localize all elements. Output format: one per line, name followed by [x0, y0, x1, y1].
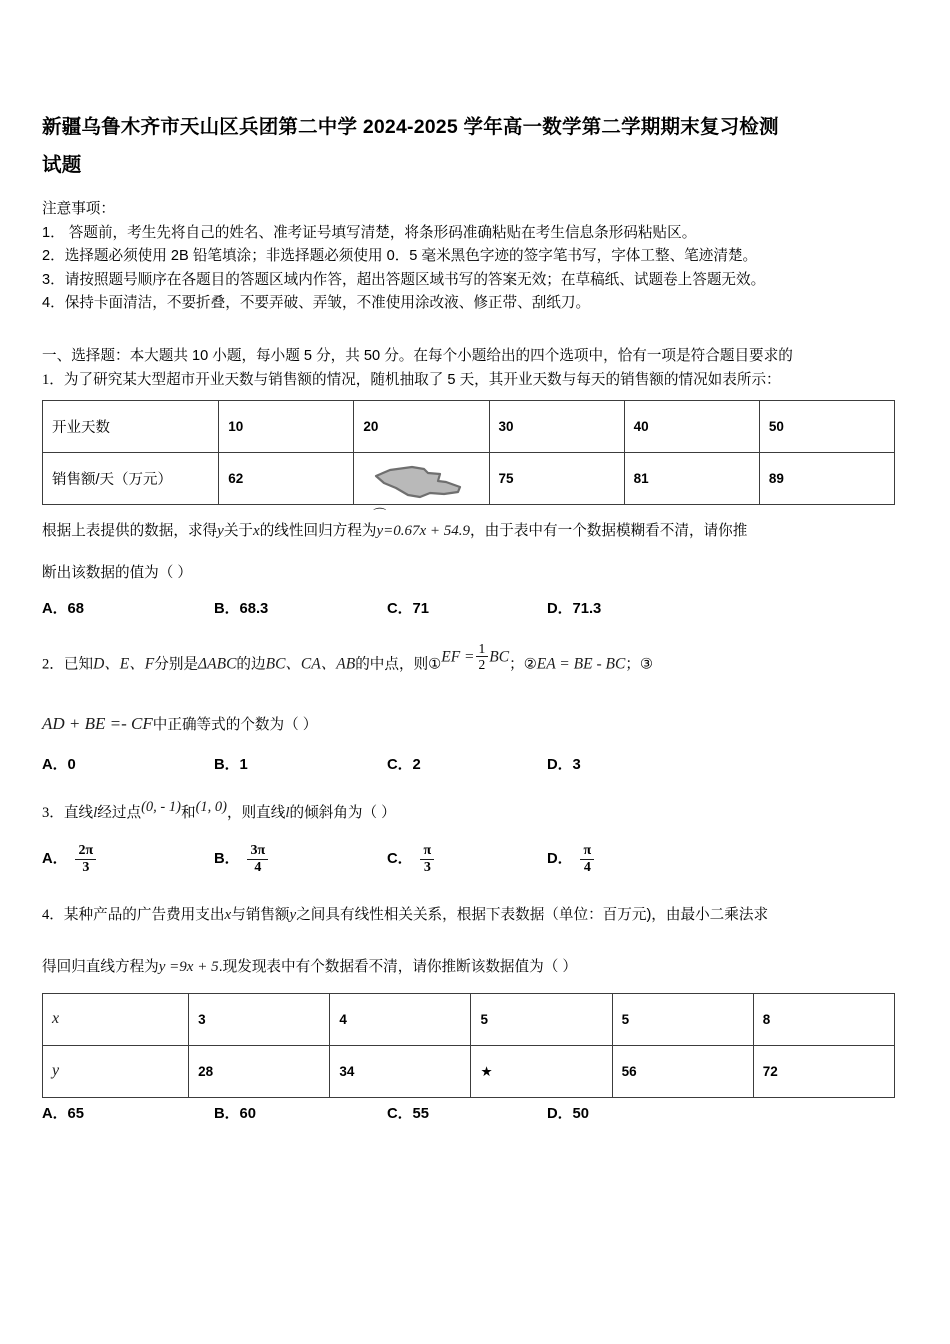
q3-option-b[interactable]: [214, 843, 269, 875]
q3-opt-d-den: 4: [580, 859, 594, 876]
question-4-number: 4．: [42, 906, 64, 923]
table1-row0-label: 开业天数: [43, 400, 219, 452]
q2-option-c[interactable]: C．2: [387, 756, 421, 773]
note-item-4: 4．保持卡面清洁，不要折叠，不要弄破、弄皱，不准使用涂改液、修正带、刮纸刀。: [42, 295, 591, 311]
q1-followup-part2: 关于: [223, 522, 254, 539]
page-title-line1: 新疆乌鲁木齐市天山区兵团第二中学 2024-2025 学年高一数学第二学期期末复习检测: [42, 116, 779, 138]
q4-var-x: x: [224, 906, 232, 923]
q3-option-c-label: C．: [387, 850, 413, 867]
q3-opt-b-num: 3π: [250, 842, 266, 858]
page-title: [42, 108, 898, 184]
q3-opt-b-den: 4: [247, 859, 268, 876]
table1-row1-cell3: 81: [624, 452, 759, 504]
table1-row0-cell3: 40: [624, 400, 759, 452]
q2-eq1-lhs: EF =: [441, 648, 475, 666]
question-1-text: 为了研究某大型超市开业天数与销售额的情况，随机抽取了 5 天，其开业天数与每天的销售额的情况如表所示：: [63, 371, 781, 388]
q2-equation-3: AD + BE =- CF: [42, 713, 153, 733]
q1-option-a[interactable]: A．68: [42, 600, 84, 617]
q3-option-b-label: B．: [214, 850, 240, 867]
q3-text-e: 的倾斜角为（ ）: [289, 804, 396, 821]
q1-eq-lhs: y: [376, 522, 384, 539]
q2-triangle: ΔABC: [198, 654, 237, 672]
table2-row1-cell3: 56: [612, 1045, 753, 1097]
note-item-2: 2．选择题必须使用 2B 铅笔填涂；非选择题必须使用 0．5 毫米黑色字迹的签字笔书写，字体工整、笔迹清楚。: [42, 248, 758, 264]
section-heading-choice: 一、选择题：本大题共 10 小题，每小题 5 分，共 50 分。在每个小题给出的四个选项中，恰有一项是符合题目要求的: [42, 347, 793, 364]
question-1-followup: [42, 506, 898, 543]
table1-row0-cell1: 20: [354, 400, 489, 452]
q2-option-d[interactable]: D．3: [547, 756, 581, 773]
q3-option-b-fraction: [247, 843, 268, 875]
q2-sep-2: ；③: [625, 655, 653, 672]
q1-regression-equation: [373, 506, 387, 543]
table2-row1-cell1: 34: [330, 1045, 471, 1097]
q2-text-b: 分别是: [154, 655, 199, 672]
table2-row1-cell4: 72: [753, 1045, 894, 1097]
table2-row0-cell2: 5: [471, 993, 612, 1045]
table2-row1-label: [43, 1045, 189, 1097]
table1-row0-cell2: 30: [489, 400, 624, 452]
q3-text-d: ，则直线: [226, 804, 286, 821]
question-4-continuation: [42, 955, 898, 979]
q4-text-a: 某种产品的广告费用支出: [63, 906, 225, 923]
q2-text-e: 中正确等式的个数为（ ）: [152, 716, 318, 733]
table-row: [43, 1045, 895, 1097]
q1-option-c[interactable]: C．71: [387, 600, 429, 617]
q2-sep-1: ；②: [509, 655, 537, 672]
table1-row1-cell4: 89: [759, 452, 894, 504]
page-title-line2: 试题: [42, 154, 82, 176]
q3-opt-c-num: π: [423, 842, 432, 858]
table2-row0-cell1: 4: [330, 993, 471, 1045]
table2-row0-label-text: x: [52, 1010, 60, 1028]
q2-text-c: 的边: [236, 655, 266, 672]
table1-row1-cell0: 62: [219, 452, 354, 504]
table2-row0-cell0: 3: [189, 993, 330, 1045]
q4-text-b: 与销售额: [231, 906, 290, 923]
question-2-options: [42, 753, 898, 779]
hat-accent-icon: ⌒: [373, 506, 387, 522]
q3-point-2: (1, 0): [195, 798, 227, 815]
q3-option-c[interactable]: [387, 843, 435, 875]
q3-text-c: 和: [180, 804, 196, 821]
q4-var-y: y: [289, 906, 297, 923]
table2-row0-cell4: 8: [753, 993, 894, 1045]
q3-text-a: 直线: [63, 804, 94, 821]
page-content: [42, 0, 898, 1128]
notes-heading: 注意事项：: [42, 201, 115, 217]
question-3-number: 3．: [42, 804, 64, 821]
q3-opt-a-den: 3: [75, 859, 96, 876]
question-4-options: [42, 1102, 898, 1128]
q3-line-symbol: l: [93, 804, 98, 821]
q3-opt-d-num: π: [583, 842, 592, 858]
table-row: [43, 400, 895, 452]
q2-eq1-numerator: 1: [478, 640, 486, 656]
question-2-stem: [42, 641, 898, 676]
question-2-continuation: [42, 712, 898, 737]
q2-sides: BC、CA、AB: [265, 654, 356, 672]
q2-eq1-denominator: 2: [476, 656, 489, 672]
ink-smudge-icon: [372, 461, 468, 503]
table-advertising-sales: [42, 993, 895, 1098]
q2-option-b[interactable]: B．1: [214, 756, 248, 773]
q3-option-a-label: A．: [42, 850, 68, 867]
q4-text-e: .现发现表中有个数据看不清，请你推断该数据值为（ ）: [218, 958, 577, 975]
q4-text-d: 得回归直线方程为: [42, 958, 159, 975]
q3-option-d[interactable]: [547, 843, 595, 875]
q2-equation-2: EA = BE - BC: [536, 654, 626, 672]
q2-text-d: 的中点，则①: [355, 655, 442, 672]
q1-followup-part3: 的线性回归方程为: [259, 522, 377, 539]
q4-option-d[interactable]: D．50: [547, 1105, 589, 1122]
q3-point-1: (0, - 1): [141, 798, 181, 815]
q1-followup-part1: 根据上表提供的数据，求得: [42, 522, 218, 539]
question-1-number: 1．: [42, 371, 64, 388]
table2-row0-label: [43, 993, 189, 1045]
q3-opt-c-den: 3: [420, 859, 434, 876]
table2-row1-cell0: 28: [189, 1045, 330, 1097]
q4-equation: y =9x + 5: [158, 958, 219, 975]
q3-option-c-fraction: [420, 843, 434, 875]
question-3-options: [42, 835, 898, 883]
table2-row0-cell3: 5: [612, 993, 753, 1045]
q1-option-b[interactable]: B．68.3: [214, 600, 269, 617]
q3-line-symbol-2: l: [285, 804, 290, 821]
q4-text-c: 之间具有线性相关关系，根据下表数据（单位：百万元)，由最小二乘法求: [296, 906, 769, 923]
q3-opt-a-num: 2π: [78, 842, 94, 858]
q3-option-d-label: D．: [547, 850, 573, 867]
table1-row0-cell0: 10: [219, 400, 354, 452]
question-1-options: [42, 597, 898, 623]
q2-text-a: 已知: [63, 655, 94, 672]
q2-eq1-fraction: [476, 641, 489, 672]
q1-var-x: x: [253, 522, 260, 539]
q4-option-a[interactable]: A．65: [42, 1105, 84, 1122]
table2-row1-label-text: y: [52, 1062, 60, 1080]
table1-row1-label: 销售额/天（万元）: [43, 452, 219, 504]
question-3-stem: [42, 795, 898, 825]
table-row: [43, 993, 895, 1045]
table1-row1-cell1-blurred: [354, 452, 489, 504]
question-4-stem: [42, 903, 898, 927]
table2-row1-cell2-blurred: ★: [471, 1045, 612, 1097]
q1-option-d[interactable]: D．71.3: [547, 600, 602, 617]
q1-followup-part4: ，由于表中有一个数据模糊看不清，请你推: [470, 522, 748, 539]
q3-option-d-fraction: [580, 843, 594, 875]
q2-option-a[interactable]: A．0: [42, 756, 76, 773]
q1-eq-rhs: =0.67x + 54.9: [383, 522, 471, 539]
question-2-number: 2．: [42, 655, 64, 672]
q2-points: D、E、F: [93, 654, 155, 672]
q1-var-y: y: [217, 522, 224, 539]
q4-option-b[interactable]: B．60: [214, 1105, 256, 1122]
q2-equation-1: [441, 641, 509, 672]
notes-block: [42, 198, 898, 316]
question-1-stem: [42, 368, 898, 392]
table-row: [43, 452, 895, 504]
table1-row1-cell2: 75: [489, 452, 624, 504]
q4-option-c[interactable]: C．55: [387, 1105, 429, 1122]
q3-option-a[interactable]: [42, 843, 97, 875]
table1-row0-cell4: 50: [759, 400, 894, 452]
question-1-followup-line2: 断出该数据的值为（ ）: [42, 564, 192, 581]
q3-option-a-fraction: [75, 843, 96, 875]
q3-text-b: 经过点: [97, 804, 142, 821]
note-item-1: 1． 答题前，考生先将自己的姓名、准考证号填写清楚，将条形码准确粘贴在考生信息条形码粘贴区。: [42, 224, 697, 241]
q2-eq1-rhs: BC: [489, 648, 510, 666]
note-item-3: 3．请按照题号顺序在各题目的答题区域内作答，超出答题区域书写的答案无效；在草稿纸、试题卷上答题无效。: [42, 271, 766, 288]
table-sales-by-days: [42, 400, 895, 505]
